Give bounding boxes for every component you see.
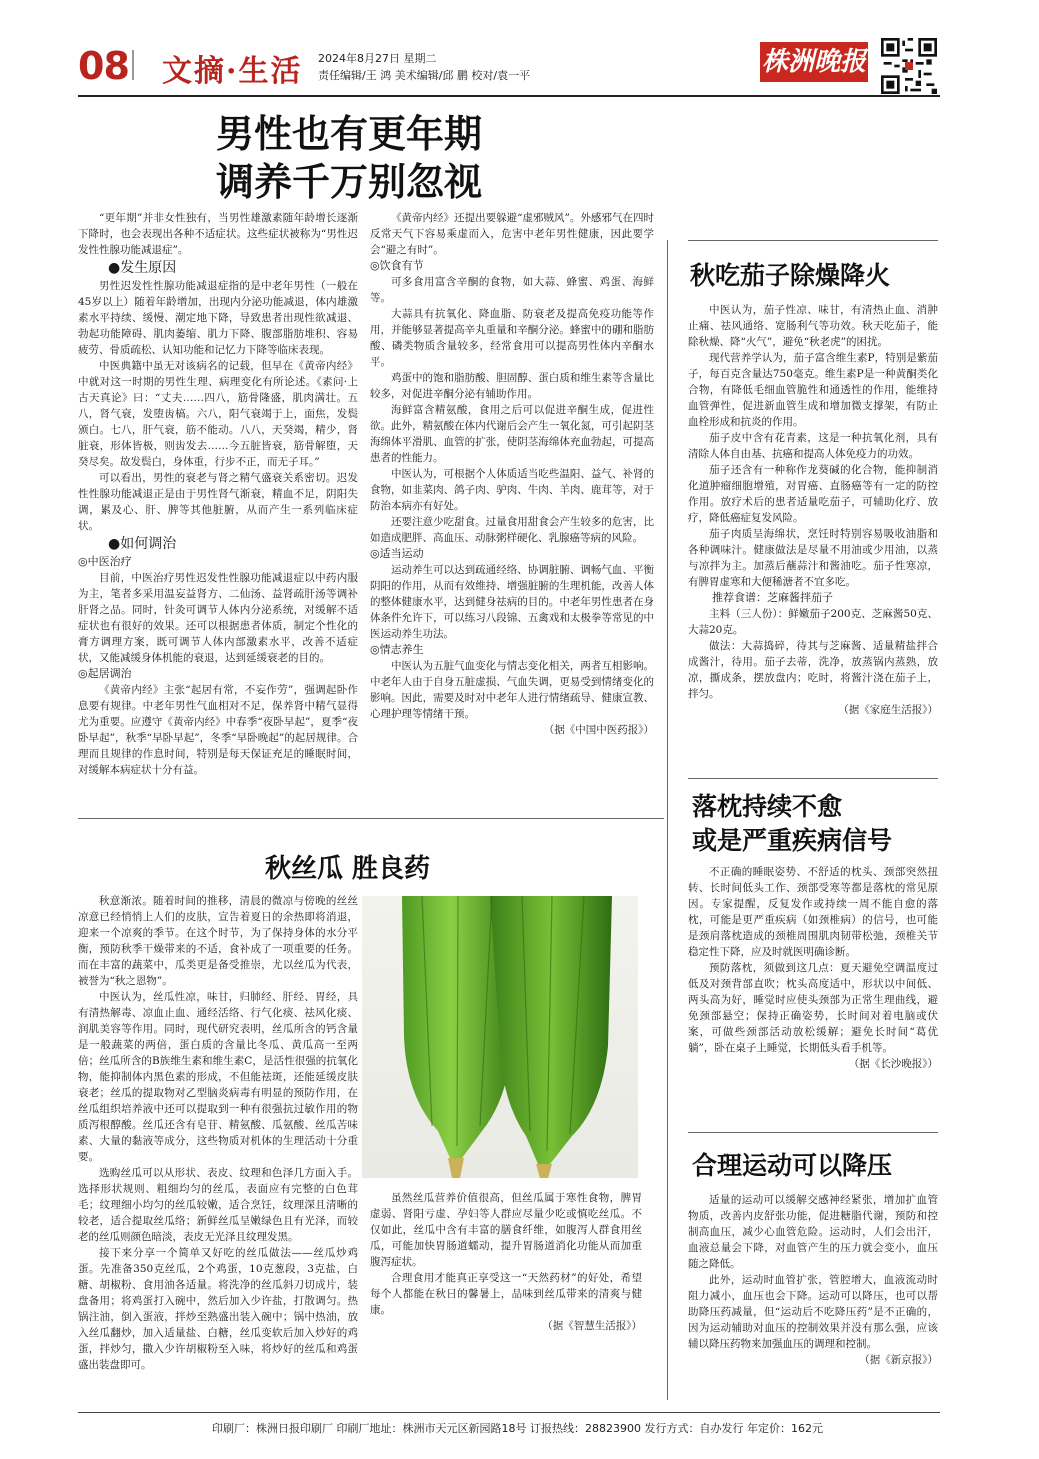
section-title: 文摘·生活 bbox=[162, 54, 303, 89]
article3-body bbox=[688, 302, 938, 718]
heading-cause: ●发生原因 bbox=[108, 260, 177, 276]
paragraph: 预防落枕，须做到这几点：夏天避免空调温度过低及对颈背部直吹；枕头高度适中，形状以中间低、两头高为好，睡觉时应使头颈部为正常生理曲线，避免颈部悬空；保持正确姿势，长时间对着电脑或伏案，可做些颈部活动放松缓解；避免长时间“葛优躺”，卧在桌子上睡觉，长期低头看手机等。 bbox=[688, 962, 938, 1054]
footer-info: 印刷厂：株洲日报印刷厂 印刷厂地址：株洲市天元区新园路18号 订报热线：28823900 发行方式：自办发行 年定价：162元 bbox=[212, 1422, 823, 1435]
paper-logo: 株洲晚报 bbox=[760, 42, 868, 82]
paragraph: 现代营养学认为，茄子富含维生素P，特别是紫茄子，每百克含量达750毫克。维生素P是一种黄酮类化合物，有降低毛细血管脆性和通透性的作用，能维持血管弹性，促进新血管生成和增加微支撑架，有防止血栓形成和抗炎的作用。 bbox=[688, 352, 938, 428]
article5-source: （据《新京报》） bbox=[859, 1354, 938, 1366]
subheading-tcm: ◎中医治疗 bbox=[78, 555, 132, 568]
paragraph: 不正确的睡眠姿势、不舒适的枕头、颈部突然扭转、长时间低头工作、颈部受寒等都是落枕的常见原因。专家提醒，反复发作或持续一周不能自愈的落枕，可能是更严重疾病（如颈椎病）的信号，也可能是颈肩落枕造成的颈椎周围肌肉韧带松弛，颈椎关节稳定性下降，应及时就医明确诊断。 bbox=[688, 866, 938, 958]
divider bbox=[688, 778, 938, 779]
paragraph: 茄子还含有一种称作龙葵碱的化合物，能抑制消化道肿瘤细胞增殖，对胃癌、直肠癌等有一定的防控作用。放疗术后的患者适量吃茄子，可辅助化疗、放疗，降低癌症复发风险。 bbox=[688, 464, 938, 524]
paragraph: 合理食用才能真正享受这一“天然药材”的好处，希望每个人都能在秋日的馨暑上，品味到丝瓜带来的清爽与健康。 bbox=[370, 1272, 642, 1316]
article5-title: 合理运动可以降压 bbox=[692, 1151, 893, 1180]
article1-source: （据《中国中医药报》） bbox=[543, 724, 654, 736]
paragraph: 秋意渐浓。随着时间的推移，清晨的微凉与傍晚的丝丝凉意已经悄悄上人们的皮肤，宣告着夏日的余热即将消退，迎来一个凉爽的季节。在这个时节，为了保持身体的水分平衡，预防秋季干燥带来的不适，食补成了一项重要的任务。而在丰富的蔬菜中，瓜类更是备受推崇，尤以丝瓜为代表，被誉为“秋之恩物”。 bbox=[78, 895, 358, 987]
luffa-icon bbox=[362, 896, 638, 1178]
paragraph: 选购丝瓜可以从形状、表皮、纹理和色泽几方面入手。选择形状规则、粗细均匀的丝瓜，表面应有完整的白色茸毛；纹理细小均匀的丝瓜较嫩，适合烹饪，纹理深且清晰的较老，适合提取丝瓜络；新鲜丝瓜呈嫩绿色且有光泽，而较老的丝瓜则颜色暗淡，表皮无光泽且纹理发黑。 bbox=[78, 1167, 358, 1243]
article1-col2 bbox=[370, 210, 654, 738]
paragraph: 可多食用富含辛酮的食物，如大蒜、蜂蜜、鸡蛋、海鲜等。 bbox=[370, 276, 654, 304]
article2-source: （据《智慧生活报》） bbox=[542, 1320, 642, 1332]
editor-credits: 责任编辑/王 鸿 美术编辑/邱 鹏 校对/袁一平 bbox=[318, 69, 531, 82]
subheading-sport: ◎适当运动 bbox=[370, 547, 424, 560]
article4-title bbox=[692, 790, 892, 858]
divider bbox=[688, 240, 938, 241]
paragraph: 男性迟发性性腺功能减退症指的是中老年男性（一般在45岁以上）随着年龄增加，出现内分泌功能减退，体内雄激素水平持续、缓慢、潮定地下降，导致患者出现性欲减退、勃起功能障碍、肌肉萎缩、肌力下降、腹部脂肪堆积、容易疲劳、骨质疏松、认知功能和记忆力下降等临床表现。 bbox=[78, 280, 358, 356]
qr-code-icon bbox=[881, 38, 937, 94]
article4-title-line2: 或是严重疾病信号 bbox=[692, 826, 893, 855]
recipe-method: 做法：大蒜捣碎，待其与芝麻酱、适量精盐拌合成酱汁，待用。茄子去蒂，洗净，放蒸锅内蒸熟，放凉，撕成条，摆放盘内；吃时，将酱汁浇在茄子上，拌匀。 bbox=[688, 640, 938, 700]
article2-title: 秋丝瓜 胜良药 bbox=[265, 854, 431, 884]
article1-title-line2: 调养千万别忽视 bbox=[216, 160, 483, 204]
paragraph: 鸡蛋中的饱和脂肪酸、胆固醇、蛋白质和维生素等含量比较多，对促进辛酮分泌有辅助作用。 bbox=[370, 372, 654, 400]
heading-treatment: ●如何调治 bbox=[108, 536, 177, 552]
article1-title-line1: 男性也有更年期 bbox=[216, 112, 483, 156]
paragraph: 中医认为，茄子性凉、味甘，有清热止血、消肿止痛、祛风通络、宽肠利气等功效。秋天吃茄子，能除秋燥、降“火气”，避免“秋老虎”的困扰。 bbox=[688, 304, 938, 348]
paragraph: 此外，运动时血管扩张，管腔增大，血液流动时阻力减小，血压也会下降。运动可以降压，也可以帮助降压药减量，但“运动后不吃降压药”是不正确的，因为运动辅助对血压的控制效果并没有那么强，应该辅以降压药物来加强血压的调理和控制。 bbox=[688, 1274, 938, 1350]
column-divider bbox=[667, 240, 668, 1400]
issue-date: 2024年8月27日 星期二 bbox=[318, 52, 437, 65]
paragraph: 接下来分享一个简单又好吃的丝瓜做法——丝瓜炒鸡蛋。先准备350克丝瓜，2个鸡蛋，10克葱段，3克盐，白糖、胡椒粉、食用油各适量。将洗净的丝瓜斜刀切成片，装盘备用；将鸡蛋打入碗中，然后加入少许盐，打散调匀。热锅注油，倒入蛋液，拌炒至熟盛出装入碗中；锅中热油，放入丝瓜翻炒，加入适量盐、白糖，丝瓜变软后加入炒好的鸡蛋，拌炒匀，撒入少许胡椒粉至入味，将炒好的丝瓜和鸡蛋盛出装盘即可。 bbox=[78, 1247, 358, 1371]
paragraph: 大蒜具有抗氧化、降血脂、防衰老及提高免疫功能等作用，并能够显著提高辛丸重量和辛酮分泌。蜂蜜中的硼和脂肪酸、磷类物质含量较多，经常食用可以提高男性体内辛酮水平。 bbox=[370, 308, 654, 368]
header-divider bbox=[132, 50, 134, 80]
paragraph: 目前，中医治疗男性迟发性性腺功能减退症以中药内服为主，笔者多采用温妄益肾方、二仙汤、益肾疏肝汤等调补肝肾之品。同时，针灸可调节人体内分泌系统，对缓解不适症状也有很好的效果。还可以根据患者体质，制定个性化的膏方调理方案，既可调节人体内部激素水平，改善不适症状，又能减缓身体机能的衰退，达到延缓衰老的目的。 bbox=[78, 572, 358, 664]
article3-title: 秋吃茄子除燥降火 bbox=[690, 261, 891, 290]
paragraph: 海鲜富含精氨酸，食用之后可以促进辛酮生成，促进性欲。此外，精氨酸在体内代谢后会产生一氧化氮，可引起阴茎海绵体平滑肌、血管的扩张，使阴茎海绵体充血勃起，可提高患者的性能力。 bbox=[370, 404, 654, 464]
article5-body bbox=[688, 1192, 938, 1368]
article3-source: （据《家庭生活报》） bbox=[838, 704, 938, 716]
recipe-title: 推荐食谱：芝麻酱拌茄子 bbox=[712, 591, 833, 604]
section-divider bbox=[78, 818, 664, 819]
paragraph: 中医认为，丝瓜性凉，味甘，归肺经、肝经、胃经，具有清热解毒、凉血止血、通经活络、行气化痰、祛风化痰、润肌美容等作用。同时，现代研究表明，丝瓜所含的钙含量是一般蔬菜的两倍，蛋白质的含量比冬瓜、黄瓜高一至两倍；丝瓜所含的B族维生素和维生素C，是活性很强的抗氧化物，能抑制体内黑色素的形成，不但能祛斑，还能延缓皮肤衰老；丝瓜的提取物对乙型脑炎病毒有明显的预防作用，在丝瓜组织培养液中还可以提取到一种有很强抗过敏作用的物质泻根醇酸。丝瓜还含有皂苷、精氨酸、瓜氨酸、丝瓜苦味素、大量的黏液等成分，这些物质对机体的生理活动十分重要。 bbox=[78, 991, 358, 1163]
paragraph: 中医认为，可根据个人体质适当吃些温阳、益气、补肾的食物，如韭菜肉、鸽子肉、驴肉、牛肉、羊肉、鹿茸等，对于防治本病亦有好处。 bbox=[370, 468, 654, 512]
divider bbox=[688, 1132, 938, 1133]
luffa-photo bbox=[362, 896, 638, 1178]
article4-source: （据《长沙晚报》） bbox=[848, 1058, 938, 1070]
header-rule bbox=[78, 95, 940, 97]
page-number: 08 bbox=[78, 44, 129, 88]
article1-col1 bbox=[78, 210, 358, 778]
paragraph: 茄子肉质呈海绵状，烹饪时特别容易吸收油脂和各种调味汁。健康做法是尽量不用油或少用油，以蒸与凉拌为主。加蒸后蘸蒜汁和酱油吃。茄子性寒凉，有脾胃虚寒和大便稀溏者不宜多吃。 bbox=[688, 528, 938, 588]
footer-rule bbox=[78, 1412, 940, 1413]
article2-col1 bbox=[78, 893, 358, 1373]
article4-body bbox=[688, 864, 938, 1072]
paragraph: 中医认为五脏气血变化与情志变化相关，两者互相影响。中老年人由于自身五脏虚损、气血失调，更易受到情绪变化的影响。因此，需要及时对中老年人进行情绪疏导、健康宣教、心理护理等情绪干预。 bbox=[370, 660, 654, 720]
recipe-ingredients: 主料（三人份）：鲜嫩茄子200克、芝麻酱50克、大蒜20克。 bbox=[688, 608, 938, 636]
paragraph: 还要注意少吃甜食。过量食用甜食会产生较多的危害，比如造成肥胖、高血压、动脉粥样硬化、乳腺癌等病的风险。 bbox=[370, 516, 654, 544]
subheading-daily: ◎起居调治 bbox=[78, 667, 132, 680]
subheading-mood: ◎情志养生 bbox=[370, 643, 424, 656]
article1-intro: “更年期”并非女性独有，当男性雄激素随年龄增长逐渐下降时，也会表现出各种不适症状。这些症状被称为“男性迟发性性腺功能减退症”。 bbox=[78, 212, 358, 256]
article4-title-line1: 落枕持续不愈 bbox=[692, 792, 843, 821]
paragraph: 《黄帝内经》还提出要躲避“虚邪贼风”。外感邪气在四时反常天气下容易乘虚而入，危害中老年男性健康，因此要学会“避之有时”。 bbox=[370, 212, 654, 256]
paragraph: 运动养生可以达到疏通经络、协调脏腑、调畅气血、平衡阴阳的作用，从而有效维持、增强脏腑的生理机能，改善人体的整体健康水平，达到健身祛病的目的。中老年男性患者在身体条件允许下，可以练习八段锦、五禽戏和太极拳等常见的中医运动养生功法。 bbox=[370, 564, 654, 640]
paragraph: 适量的运动可以缓解交感神经紧张，增加扩血管物质，改善内皮舒张功能，促进糖脂代谢，预防和控制高血压，减少心血管危险。运动时，人们会出汗，血液总量会下降，对血管产生的压力就会变小，血压随之降低。 bbox=[688, 1194, 938, 1270]
paragraph: 《黄帝内经》主张“起居有常，不妄作劳”，强调起卧作息要有规律。中老年男性气血相对不足，保养肾中精气显得尤为重要。应遵守《黄帝内经》中春季“夜卧早起”，夏季“夜卧早起”，秋季“早卧早起”，冬季“早卧晚起”的起居规律。合理而且规律的作息时间，特别是每天保证充足的睡眠时间，对缓解本病症状十分有益。 bbox=[78, 684, 358, 776]
paragraph: 中医典籍中虽无对该病名的记载，但早在《黄帝内经》中就对这一时期的男性生理、病理变化有所论述。《素问·上古天真论》曰：“丈夫……四八，筋骨隆盛，肌肉满壮。五八，肾气衰，发堕齿槁。六八，阳气衰竭于上，面焦，发鬓颁白。七八，肝气衰，筋不能动。八八，天癸竭，精少，肾脏衰，形体皆极，则齿发去……今五脏皆衰，筋骨解堕，天癸尽矣。故发鬓白，身体重，行步不正，而无子耳。” bbox=[78, 360, 358, 468]
paragraph: 茄子皮中含有花青素，这是一种抗氧化剂，具有清除人体自由基、抗癌和提高人体免疫力的功效。 bbox=[688, 432, 938, 460]
paragraph: 可以看出，男性的衰老与肾之精气盛衰关系密切。迟发性性腺功能减退正是由于男性肾气渐衰，精血不足，阴阳失调，累及心、肝、脾等其他脏腑，从而产生一系列临床症状。 bbox=[78, 472, 358, 532]
paragraph: 虽然丝瓜营养价值很高，但丝瓜属于寒性食物，脾胃虚弱、肾阳亏虚、孕妇等人群应尽量少吃或慎吃丝瓜。不仅如此，丝瓜中含有丰富的膳食纤维，如腹泻人群食用丝瓜，可能加快胃肠道蠕动，提升胃肠道消化功能从而加重腹泻症状。 bbox=[370, 1192, 642, 1268]
article1-title bbox=[216, 110, 482, 206]
subheading-diet: ◎饮食有节 bbox=[370, 259, 424, 272]
article2-col2 bbox=[370, 1190, 642, 1334]
